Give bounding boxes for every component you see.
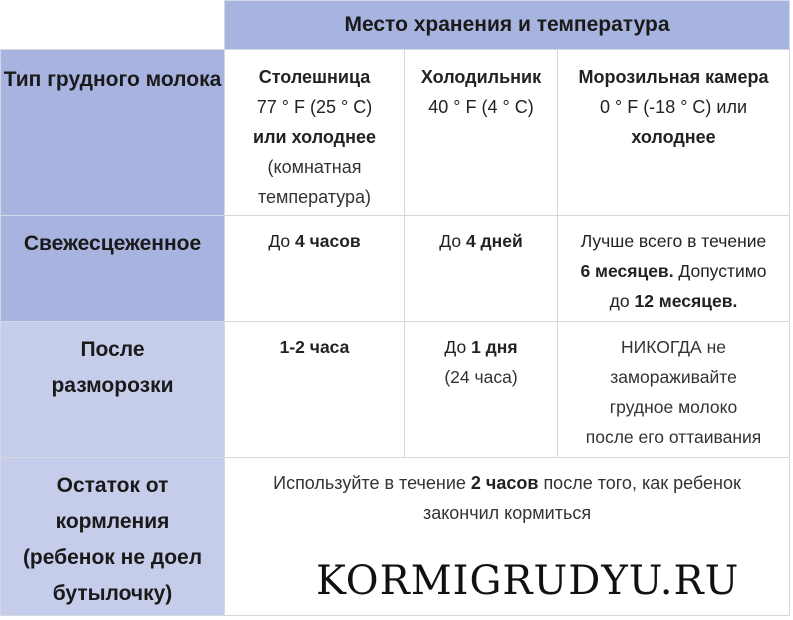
leftover-text-post: после того, как ребенок	[538, 473, 741, 493]
fresh-freezer-line1: Лучше всего в течение	[580, 231, 767, 251]
top-left-corner-cell	[1, 1, 225, 50]
milk-type-header	[1, 50, 225, 216]
countertop-temp: 77 ° F (25 ° C)	[256, 97, 373, 117]
site-watermark: KORMIGRUDYU.RU	[316, 558, 740, 604]
fresh-fridge-cell	[405, 216, 558, 322]
thawed-freezer-line4: после его оттаивания	[585, 427, 762, 447]
freezer-cond: холоднее	[631, 127, 716, 147]
thawed-freezer-line1: НИКОГДА не	[621, 337, 726, 357]
countertop-column-header	[225, 50, 405, 216]
leftover-label2: кормления	[55, 510, 170, 533]
fresh-freezer-text1: Допустимо	[673, 261, 767, 281]
fridge-temp: 40 ° F (4 ° C)	[428, 97, 534, 117]
leftover-text-line2: закончил кормиться	[422, 503, 592, 523]
thawed-label1: После	[80, 338, 145, 361]
fresh-countertop-value: 4 часов	[294, 231, 361, 251]
thawed-fridge-cell	[405, 322, 558, 458]
countertop-note1: (комнатная	[267, 157, 362, 177]
fresh-freezer-value1: 6 месяцев.	[580, 261, 674, 281]
fridge-column-header	[405, 50, 558, 216]
thawed-label2: разморозки	[51, 374, 174, 397]
milk-type-label: Тип грудного молока	[3, 68, 222, 91]
fresh-freezer-value2: 12 месяцев.	[634, 291, 738, 311]
leftover-label1: Остаток от	[56, 474, 169, 497]
thawed-row-header	[1, 322, 225, 458]
freezer-column-header	[558, 50, 790, 216]
thawed-freezer-line2: замораживайте	[610, 367, 737, 387]
thawed-fridge-value: 1 дня	[471, 337, 518, 357]
fresh-countertop-pre: До	[268, 231, 295, 251]
thawed-freezer-cell	[558, 322, 790, 458]
thawed-fridge-pre: До	[444, 337, 472, 357]
fridge-title: Холодильник	[420, 67, 542, 87]
fresh-freezer-pre2: до	[609, 291, 635, 311]
leftover-label3: (ребенок не доел	[22, 546, 203, 569]
leftover-label4: бутылочку)	[52, 582, 173, 605]
fresh-freezer-cell	[558, 216, 790, 322]
leftover-row-header	[1, 458, 225, 616]
thawed-fridge-sub: (24 часа)	[444, 367, 518, 387]
thawed-countertop-value: 1-2 часа	[279, 337, 350, 357]
thawed-countertop-cell	[225, 322, 405, 458]
fresh-fridge-pre: До	[439, 231, 466, 251]
fresh-fridge-value: 4 дней	[465, 231, 523, 251]
countertop-title: Столешница	[258, 67, 371, 87]
freezer-temp: 0 ° F (-18 ° C) или	[599, 97, 748, 117]
countertop-note2: температура)	[257, 187, 372, 207]
leftover-text-value: 2 часов	[470, 473, 539, 493]
fresh-row-header	[1, 216, 225, 322]
fresh-label: Свежесцеженное	[23, 232, 202, 255]
countertop-cond: или холоднее	[253, 127, 376, 147]
storage-header	[225, 1, 790, 50]
fresh-countertop-cell	[225, 216, 405, 322]
leftover-text-pre: Используйте в течение	[273, 473, 471, 493]
thawed-freezer-line3: грудное молоко	[609, 397, 738, 417]
freezer-title: Морозильная камера	[578, 67, 769, 87]
storage-header-title: Место хранения и температура	[344, 13, 670, 36]
